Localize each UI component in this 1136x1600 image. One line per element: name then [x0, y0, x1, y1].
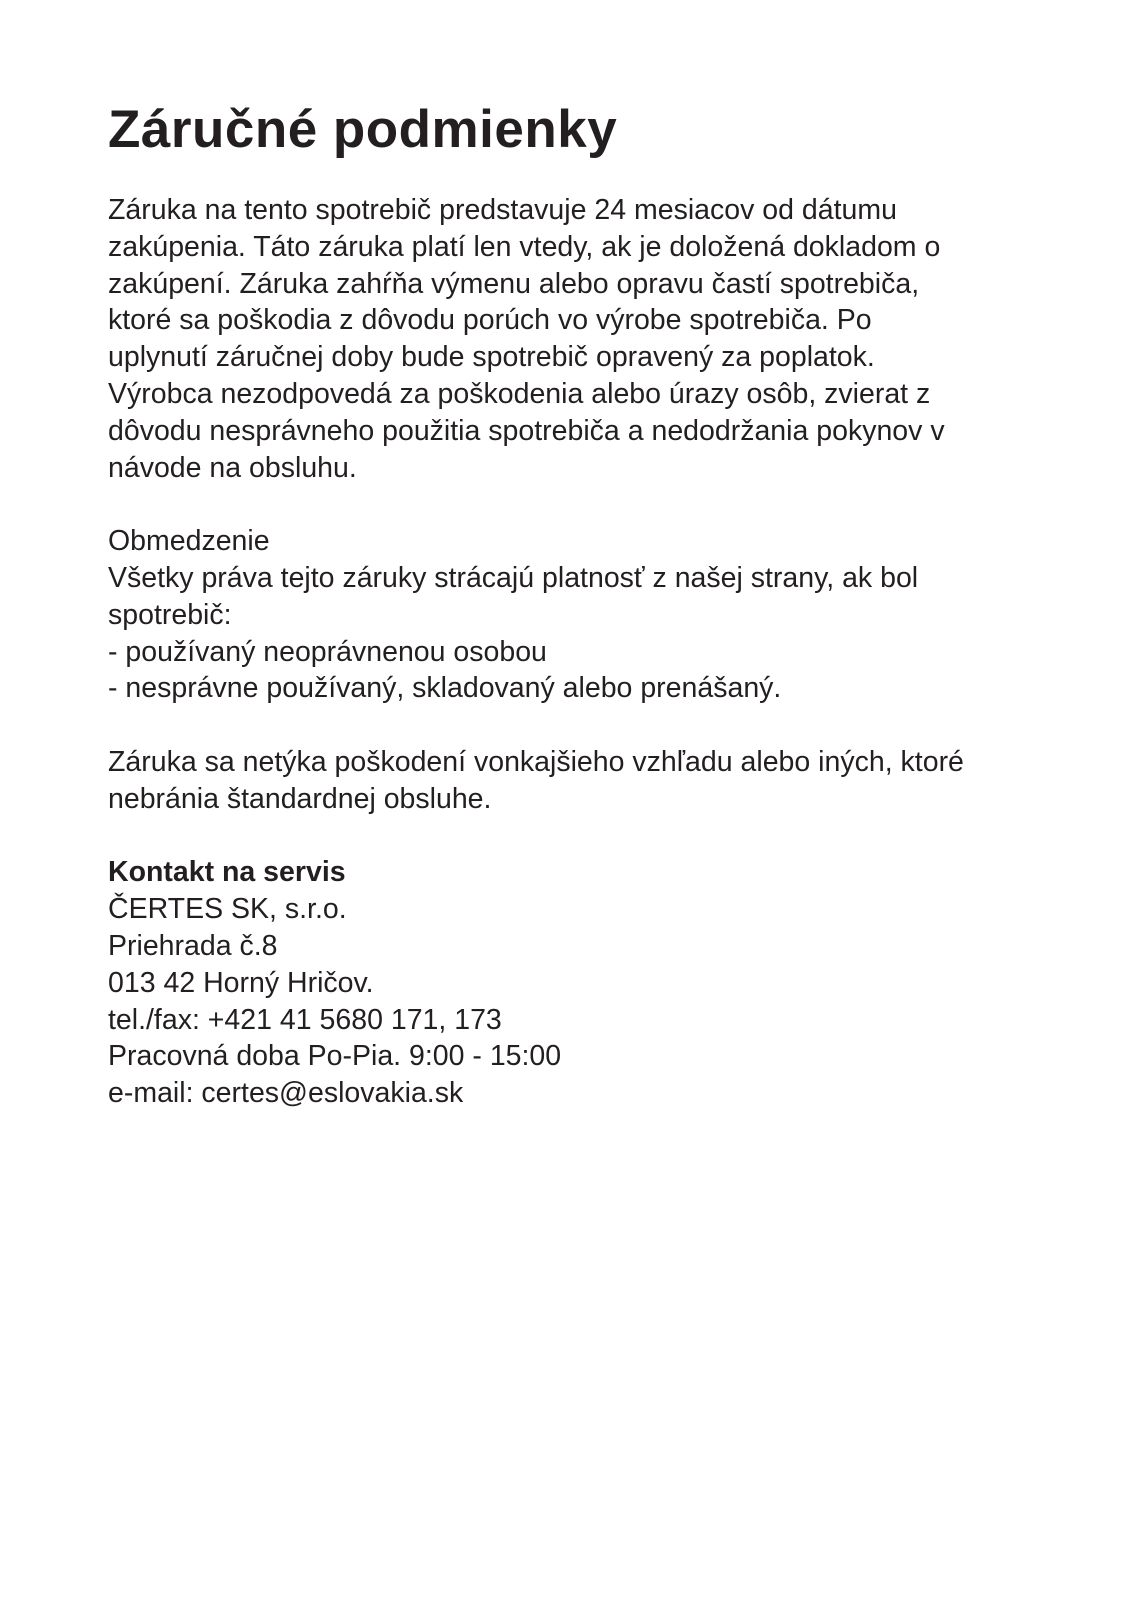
text-line: spotrebič: — [108, 598, 232, 631]
text-line: zakúpení. Záruka zahŕňa výmenu alebo opravu častí spotrebiča, — [108, 267, 920, 300]
limitation-list-item: - používaný neoprávnenou osobou — [108, 635, 547, 668]
city-address: 013 42 Horný Hričov. — [108, 966, 374, 999]
working-hours: Pracovná doba Po-Pia. 9:00 - 15:00 — [108, 1040, 562, 1073]
limitation-list-item: - nesprávne používaný, skladovaný alebo prenášaný. — [108, 672, 782, 705]
limitation-section — [108, 523, 1048, 707]
phone-fax: tel./fax: +421 41 5680 171, 173 — [108, 1003, 502, 1036]
text-line: Výrobca nezodpovedá za poškodenia alebo úrazy osôb, zvierat z — [108, 377, 931, 410]
text-line: Všetky práva tejto záruky strácajú platnosť z našej strany, ak bol — [108, 561, 919, 594]
exclusion-paragraph — [108, 744, 1048, 818]
company-name: ČERTES SK, s.r.o. — [108, 893, 347, 926]
text-line: ktoré sa poškodia z dôvodu porúch vo výrobe spotrebiča. Po — [108, 304, 872, 337]
text-line: uplynutí záručnej doby bude spotrebič opravený za poplatok. — [108, 341, 875, 374]
paragraph-gap — [108, 707, 1048, 744]
paragraph-gap — [108, 486, 1048, 523]
paragraph-gap — [108, 818, 1048, 855]
limitation-heading: Obmedzenie — [108, 525, 270, 558]
text-line: Záruka sa netýka poškodení vonkajšieho vzhľadu alebo iných, ktoré — [108, 745, 964, 778]
text-line: návode na obsluhu. — [108, 451, 357, 484]
service-contact-section — [108, 854, 1048, 1112]
warranty-page — [108, 98, 1048, 1112]
email-address: e-mail: certes@eslovakia.sk — [108, 1077, 464, 1110]
text-line: Záruka na tento spotrebič predstavuje 24 mesiacov od dátumu — [108, 194, 897, 226]
page-title: Záručné podmienky — [108, 100, 618, 159]
text-line: zakúpenia. Táto záruka platí len vtedy, ak je doložená dokladom o — [108, 230, 941, 263]
text-line: dôvodu nesprávneho použitia spotrebiča a nedodržania pokynov v — [108, 414, 945, 447]
warranty-intro-paragraph — [108, 192, 1048, 486]
text-line: nebránia štandardnej obsluhe. — [108, 782, 492, 815]
contact-heading: Kontakt na servis — [108, 856, 346, 889]
street-address: Priehrada č.8 — [108, 929, 278, 962]
